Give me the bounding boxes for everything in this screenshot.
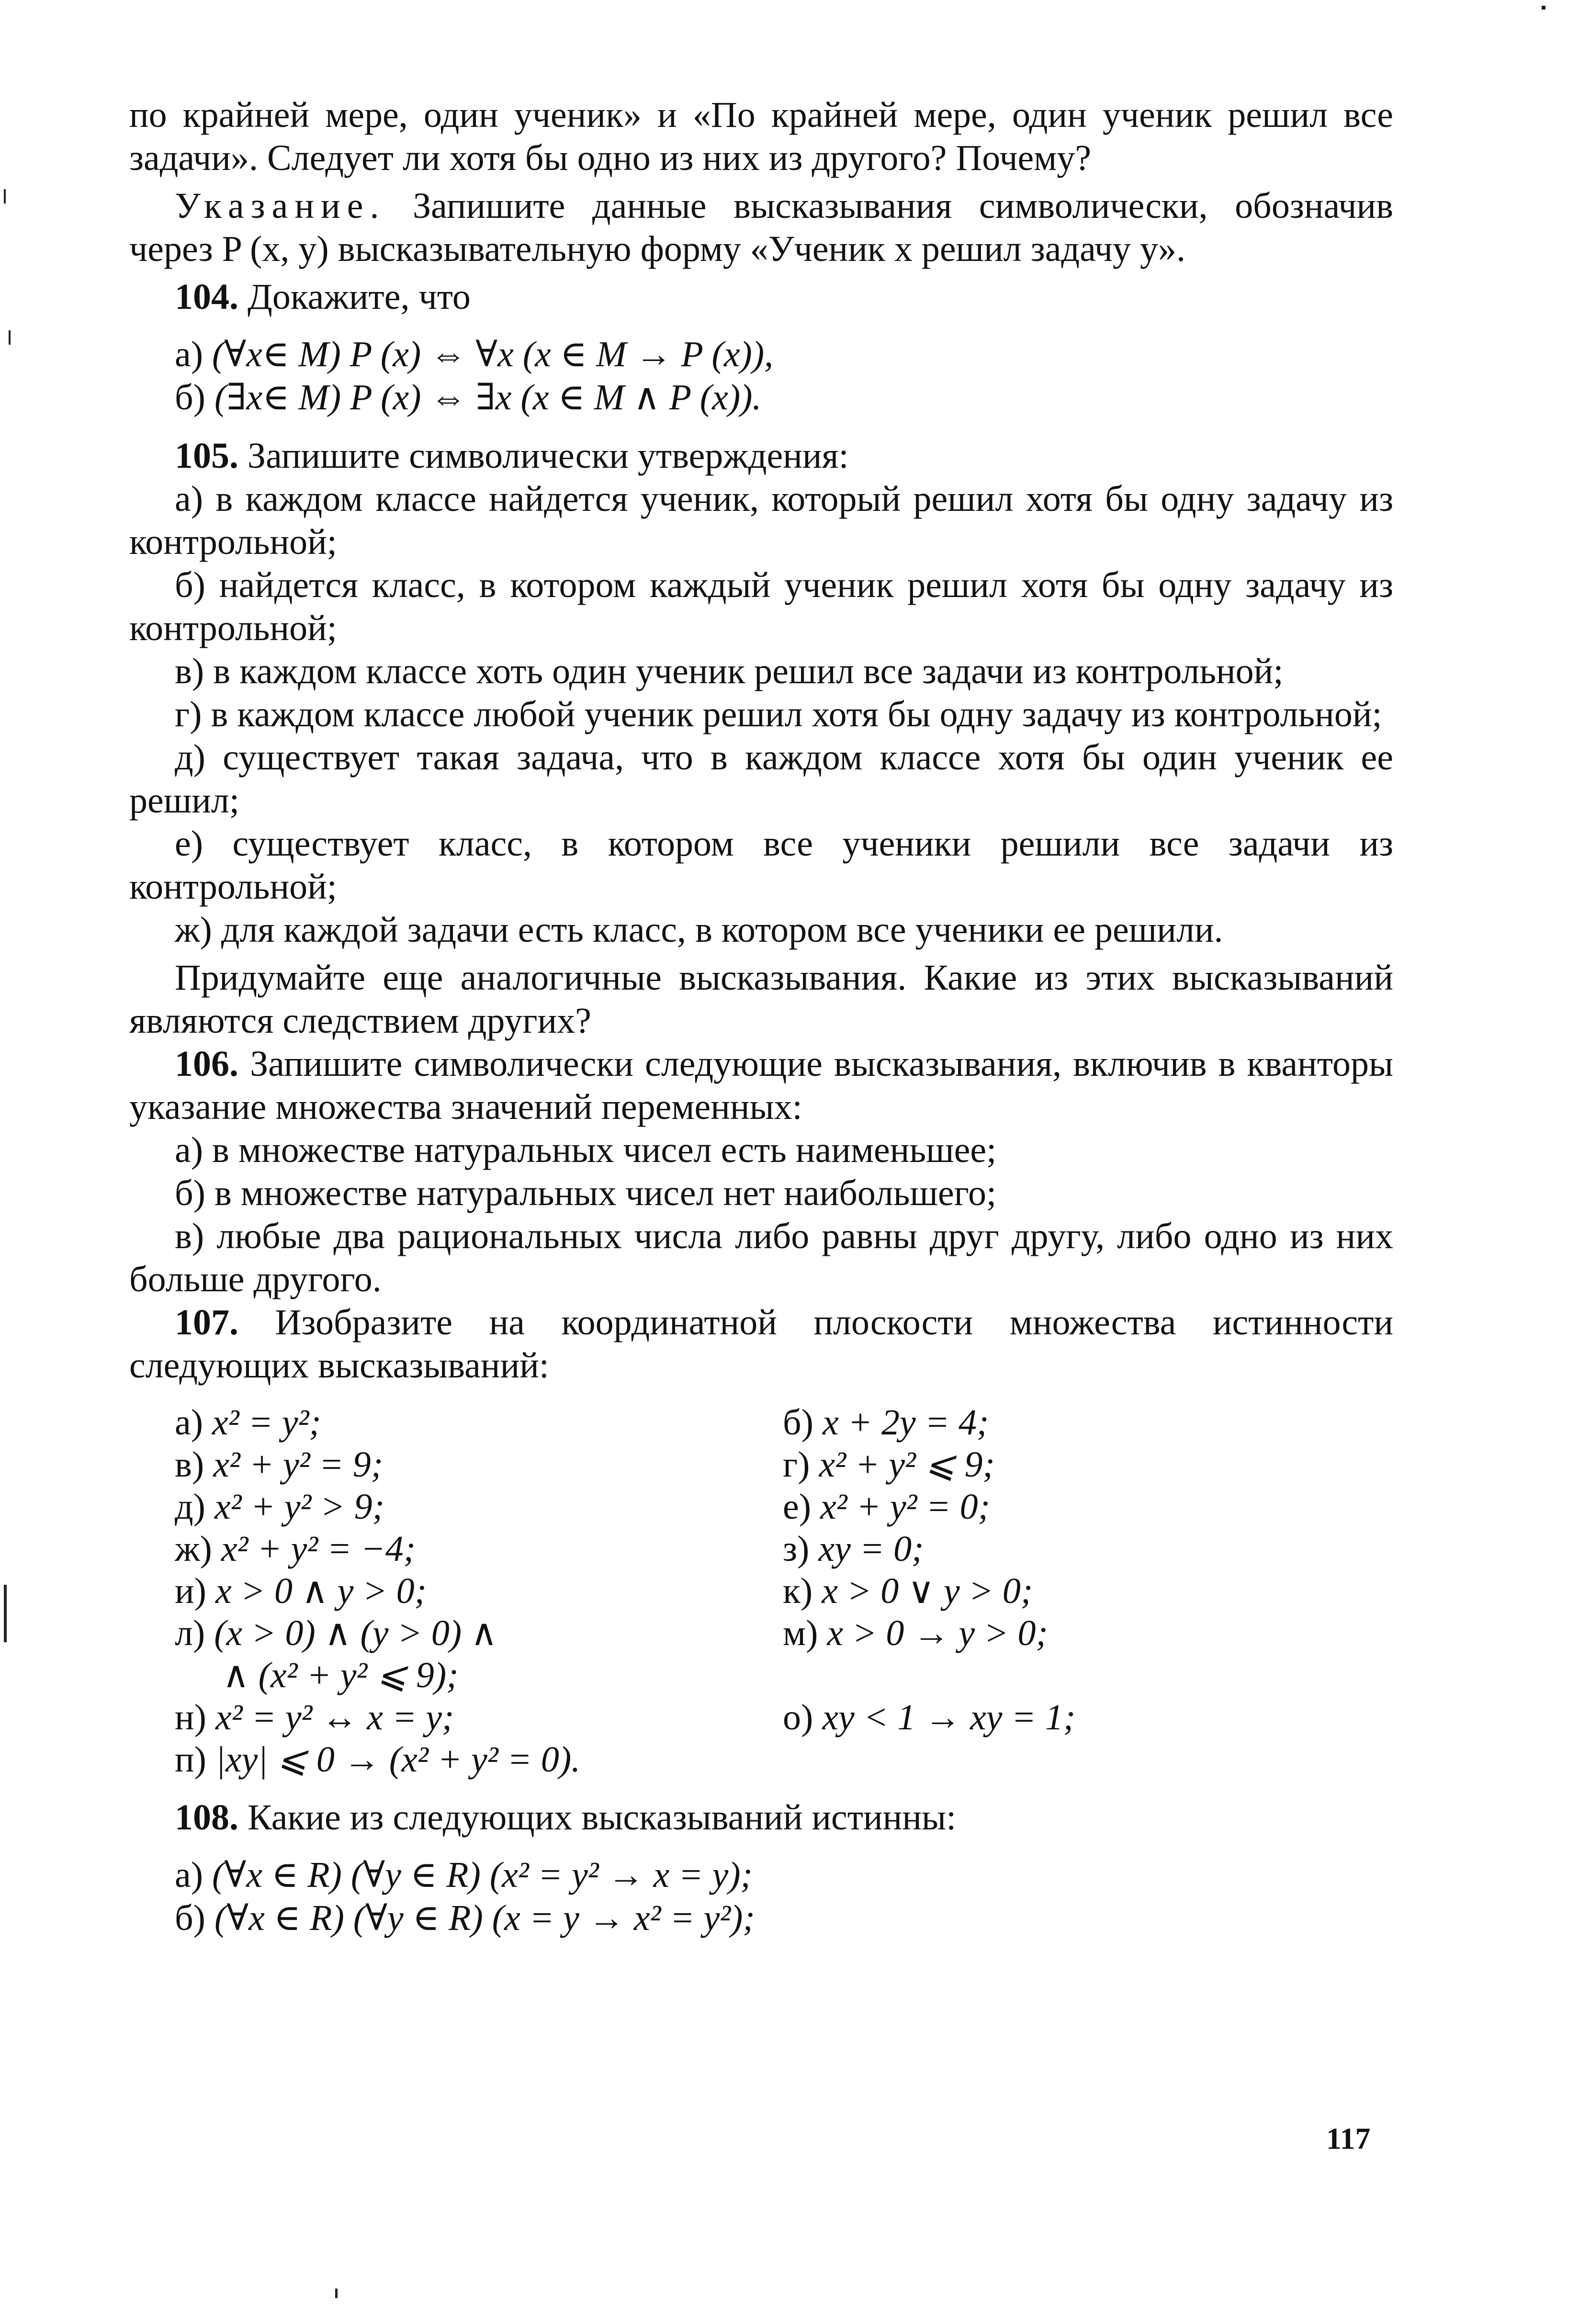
hint-label: Указание. [175,186,386,226]
item-text: в каждом классе найдется ученик, который решил хотя бы одну задачу из контрольной; [129,479,1393,562]
formula-item [783,1528,1357,1570]
item-text: в каждом классе хоть один ученик решил все задачи из контрольной; [213,651,1284,691]
formula-item [129,333,1393,376]
item-label: б) [175,1898,205,1938]
item-formula: x² + y² = 0; [820,1487,990,1527]
problem-107-heading [129,1301,1393,1387]
list-item [129,908,1393,951]
formula-item [175,1401,783,1444]
list-item [129,736,1393,822]
item-text: найдется класс, в котором каждый ученик решил хотя бы одну задачу из контрольной; [129,565,1393,648]
list-item [129,1172,1393,1215]
problem-number: 104. [175,277,238,317]
item-label: н) [175,1697,206,1737]
formula-item [783,1696,1357,1738]
item-formula: x² = y²; [212,1402,321,1443]
item-label: в) [175,1216,204,1256]
item-label: в) [175,651,204,691]
item-formula: |xy| ⩽ 0 → (x² + y² = 0). [215,1739,581,1780]
problem-108-formulas [129,1853,1393,1940]
item-label: а) [175,1130,203,1170]
formula-item [175,1444,783,1486]
item-label: з) [783,1529,810,1569]
item-label: а) [175,479,203,519]
formula-item [129,1853,1393,1896]
list-item [129,693,1393,736]
problem-number: 108. [175,1797,238,1838]
formula-item [175,1612,783,1696]
item-formula: x² + y² = −4; [221,1529,416,1569]
problem-title: Какие из следующих высказываний истинны: [248,1797,957,1838]
item-label: е) [783,1487,812,1527]
item-label: б) [175,1173,205,1213]
item-text: в каждом классе любой ученик решил хотя бы одну задачу из контрольной; [211,694,1382,734]
item-formula: x > 0 → y > 0; [827,1613,1048,1653]
item-label: ж) [175,910,212,950]
formula-item [783,1444,1357,1486]
item-label: ж) [175,1529,212,1569]
formula-item [175,1570,783,1612]
formula-item [783,1401,1357,1444]
item-text: в множестве натуральных чисел нет наибольшего; [214,1173,997,1213]
problem-105-heading [129,434,1393,477]
item-label: б) [175,377,205,417]
problem-105-followup: Придумайте еще аналогичные высказывания. Какие из этих высказываний являются следствием других? [129,958,1393,1041]
item-label: б) [175,565,205,605]
item-formula: xy < 1 → xy = 1; [822,1697,1076,1737]
item-label: о) [783,1697,813,1737]
item-formula: x² + y² = 9; [213,1444,383,1485]
formula-item [175,1696,783,1738]
hint-paragraph [129,184,1393,271]
grid-spacer [783,1738,1357,1781]
item-formula-continuation: ∧ (x² + y² ⩽ 9); [223,1655,459,1695]
item-label: д) [175,1487,205,1527]
item-text: для каждой задачи есть класс, в котором все ученики ее решили. [221,910,1223,950]
list-item [129,1128,1393,1172]
formula-item [783,1570,1357,1612]
item-text: любые два рациональных числа либо равны друг другу, либо одно из них больше другого. [129,1216,1394,1299]
hint-text: Запишите данные высказывания символически, обозначив через P (x, y) высказывательную форму «Ученик x решил задачу y». [129,186,1393,269]
formula-item [175,1738,783,1781]
scan-speck [4,1585,7,1642]
formula-item [175,1528,783,1570]
item-label: в) [175,1444,204,1485]
formula-item [129,376,1393,419]
problem-number: 107. [175,1302,238,1343]
item-label: и) [175,1571,206,1611]
problem-107-formula-grid [129,1401,1393,1781]
intro-paragraph: по крайней мере, один ученик» и «По крайней мере, один ученик решил все задачи». Следует ли хотя бы одно из них из другого? Почему? [129,95,1393,178]
list-item [129,564,1393,650]
scan-speck [335,2289,338,2298]
problem-108-heading [129,1796,1393,1839]
formula-item [129,1896,1393,1940]
item-formula: (∀x∈ M) P (x) ⇔ ∀x (x ∈ M → P (x)), [212,334,774,374]
item-text: существует класс, в котором все ученики решили все задачи из контрольной; [129,824,1394,907]
formula-continuation [175,1654,783,1696]
textbook-page [129,93,1393,1940]
problem-number: 105. [175,436,238,476]
item-formula: x² + y² ⩽ 9; [819,1444,995,1485]
list-item [129,477,1393,564]
problem-104-formulas [129,333,1393,419]
item-formula: x² + y² > 9; [214,1487,384,1527]
item-label: б) [783,1402,813,1443]
item-label: л) [175,1613,205,1653]
item-formula: x² = y² ↔ x = y; [215,1697,454,1737]
list-item [129,822,1393,908]
item-label: г) [175,694,202,734]
item-formula: (∃x∈ M) P (x) ⇔ ∃x (x ∈ M ∧ P (x)). [214,377,762,417]
problem-number: 106. [175,1044,238,1084]
item-formula: (∀x ∈ R) (∀y ∈ R) (x² = y² → x = y); [212,1855,753,1895]
item-formula: (∀x ∈ R) (∀y ∈ R) (x = y → x² = y²); [214,1898,755,1938]
problem-title: Изобразите на координатной плоскости множества истинности следующих высказываний: [129,1302,1393,1386]
item-formula: (x > 0) ∧ (y > 0) ∧ [214,1613,497,1653]
item-formula: x > 0 ∧ y > 0; [215,1571,427,1611]
scan-speck [4,189,6,203]
list-item [129,650,1393,693]
list-item [129,1215,1393,1301]
problem-106-heading [129,1042,1393,1128]
formula-item [783,1612,1357,1696]
scan-speck [1542,6,1545,10]
item-formula: x > 0 ∨ y > 0; [822,1571,1033,1611]
page-number: 117 [1326,2121,1371,2155]
formula-item [175,1486,783,1528]
item-formula: xy = 0; [818,1529,924,1569]
scan-speck [9,330,11,345]
item-label: а) [175,334,203,374]
item-label: к) [783,1571,813,1611]
item-label: м) [783,1613,818,1653]
problem-title: Запишите символически следующие высказывания, включив в кванторы указание множества значений переменных: [129,1044,1394,1127]
item-label: д) [175,737,205,778]
item-text: существует такая задача, что в каждом классе хотя бы один ученик ее решил; [129,737,1394,821]
item-label: а) [175,1855,203,1895]
formula-item [783,1486,1357,1528]
problem-title: Запишите символически утверждения: [248,436,849,476]
item-label: е) [175,824,203,864]
item-label: г) [783,1444,810,1485]
problem-104-heading [129,275,1393,318]
item-label: п) [175,1739,206,1780]
problem-title: Докажите, что [248,277,471,317]
item-formula: x + 2y = 4; [822,1402,989,1443]
item-label: а) [175,1402,203,1443]
item-text: в множестве натуральных чисел есть наименьшее; [212,1130,997,1170]
